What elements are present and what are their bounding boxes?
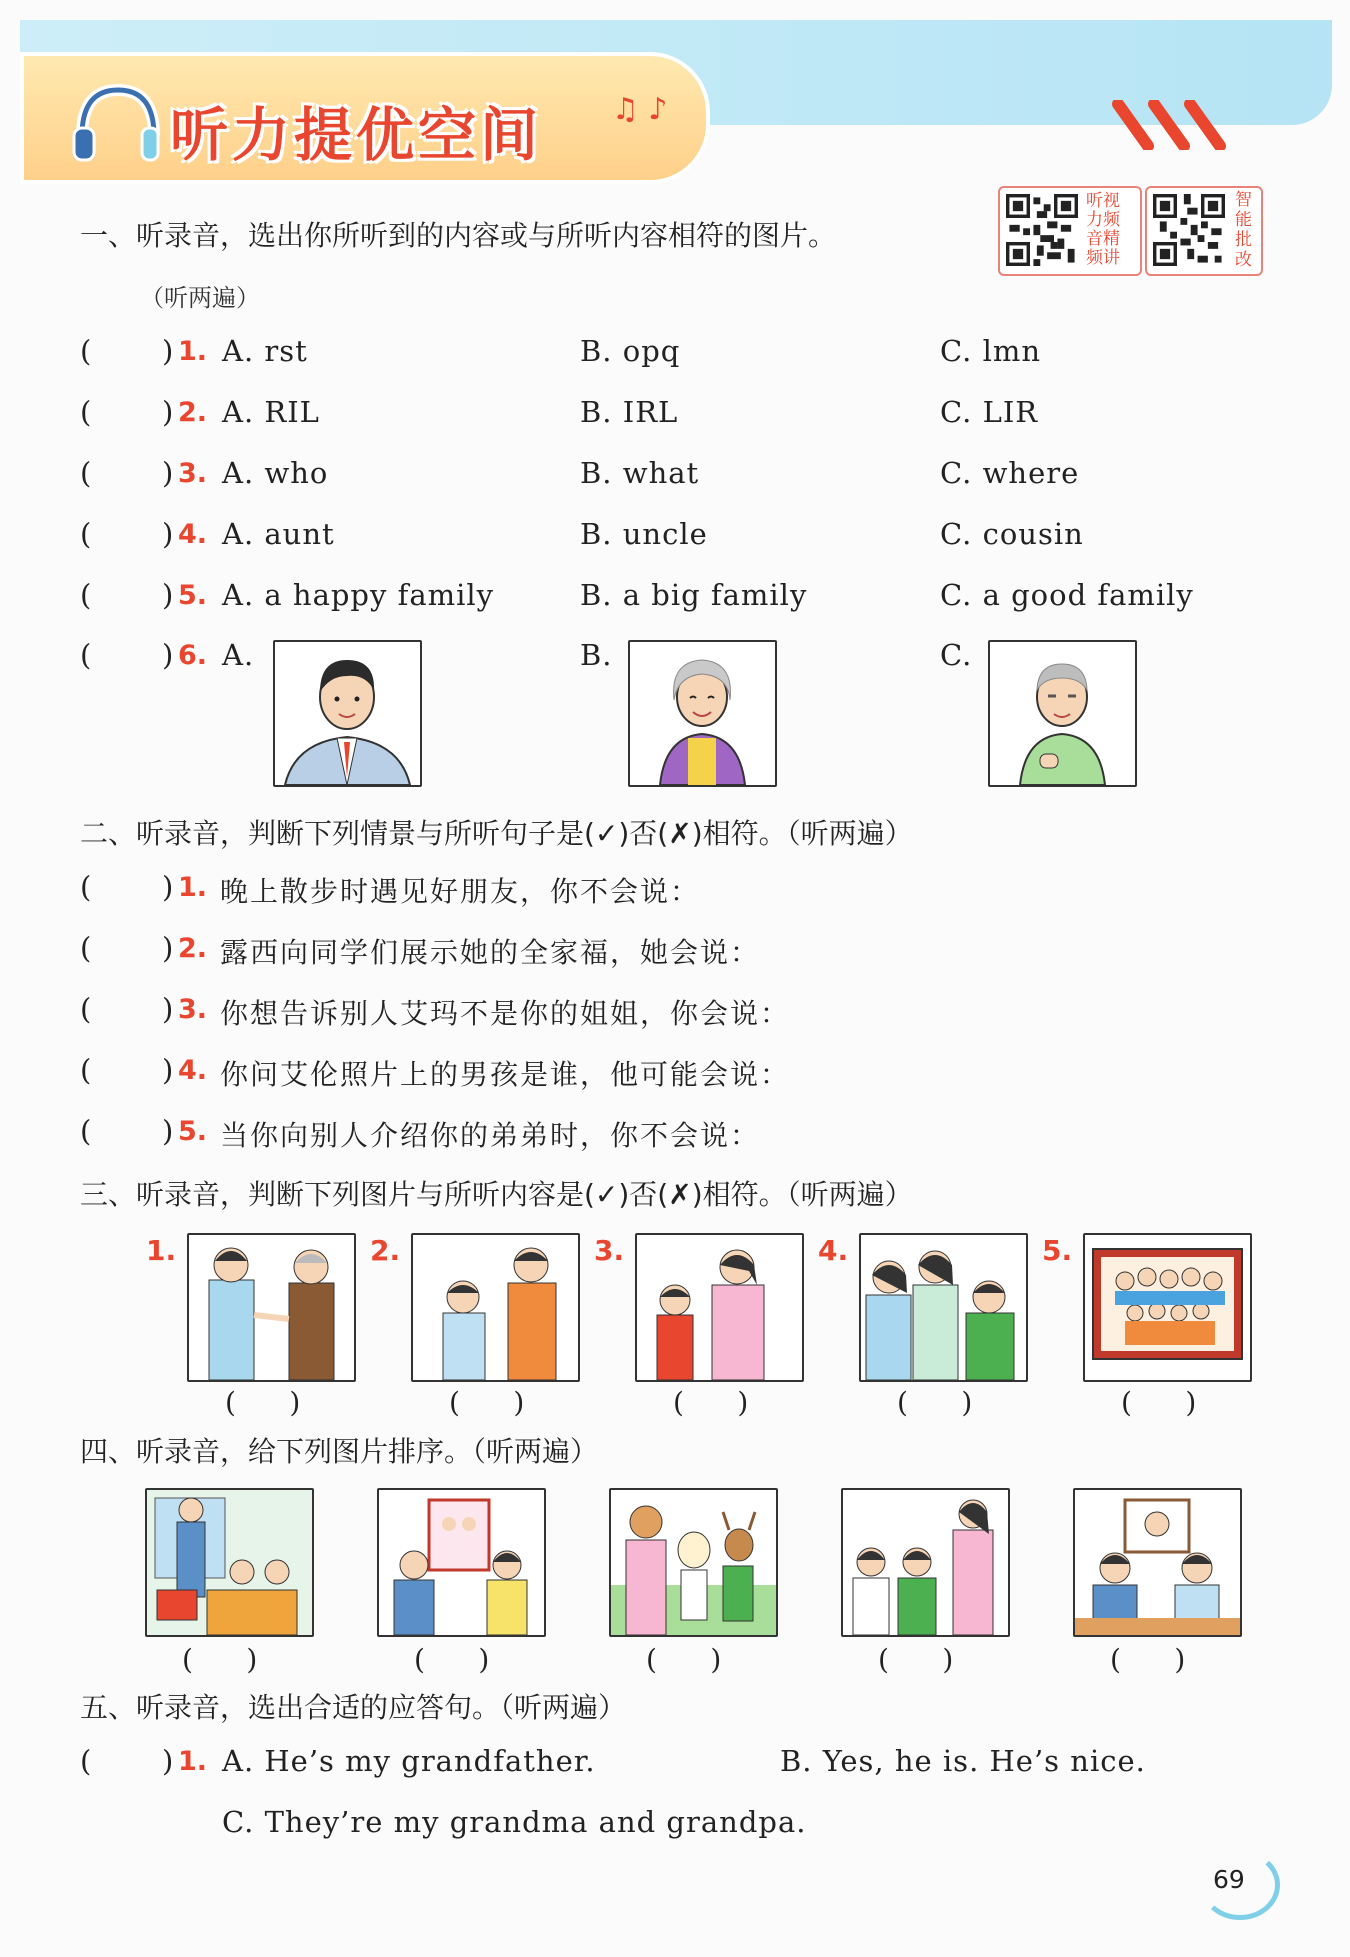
answer-paren-close[interactable]: ) bbox=[162, 1053, 174, 1087]
option-c[interactable]: C. cousin bbox=[940, 517, 1084, 551]
qr-label-line: 改 bbox=[1235, 250, 1252, 270]
s3-picture-5[interactable] bbox=[1083, 1233, 1252, 1382]
s5-question-1-line2 bbox=[80, 1805, 1280, 1845]
order-blank-2[interactable]: ( ) bbox=[414, 1643, 490, 1676]
answer-blank-3[interactable]: ( ) bbox=[673, 1386, 749, 1419]
option-c[interactable]: C. bbox=[940, 638, 973, 672]
picture-label-3: 3. bbox=[594, 1234, 625, 1267]
question-number: 5. bbox=[178, 1116, 208, 1147]
answer-paren-open[interactable]: ( bbox=[80, 870, 92, 904]
option-a[interactable]: A. bbox=[222, 638, 255, 672]
option-b[interactable]: B. Yes, he is. He’s nice. bbox=[780, 1744, 1146, 1778]
option-c[interactable]: C. They’re my grandma and grandpa. bbox=[222, 1805, 807, 1839]
option-b[interactable]: B. a big family bbox=[580, 578, 808, 612]
question-number: 3. bbox=[178, 994, 208, 1025]
answer-paren-close[interactable]: ) bbox=[162, 1744, 174, 1778]
s4-picture-5[interactable] bbox=[1073, 1488, 1242, 1637]
answer-paren-open[interactable]: ( bbox=[80, 517, 92, 551]
s3-picture-4[interactable] bbox=[859, 1233, 1028, 1382]
qr-label-1 bbox=[1086, 192, 1120, 268]
question-number: 1. bbox=[178, 1746, 208, 1777]
section1-note: （听两遍） bbox=[140, 284, 260, 312]
s5-question-1 bbox=[80, 1744, 1280, 1784]
page-number: 69 bbox=[1213, 1865, 1245, 1894]
question-number: 1. bbox=[178, 872, 208, 903]
answer-paren-open[interactable]: ( bbox=[80, 334, 92, 368]
option-c[interactable]: C. lmn bbox=[940, 334, 1042, 368]
answer-blank-4[interactable]: ( ) bbox=[897, 1386, 973, 1419]
qr-code-icon bbox=[1006, 194, 1078, 266]
s3-picture-3[interactable] bbox=[635, 1233, 804, 1382]
qr-label-line: 音精 bbox=[1086, 229, 1120, 249]
girls-and-woman-illustration bbox=[843, 1490, 1008, 1635]
answer-paren-close[interactable]: ) bbox=[162, 334, 174, 368]
question-number: 6. bbox=[178, 640, 208, 671]
answer-paren-close[interactable]: ) bbox=[162, 992, 174, 1026]
s4-picture-4[interactable] bbox=[841, 1488, 1010, 1637]
order-blank-1[interactable]: ( ) bbox=[182, 1643, 258, 1676]
answer-paren-close[interactable]: ) bbox=[162, 931, 174, 965]
s2-question-5 bbox=[80, 1114, 1280, 1154]
question-number: 3. bbox=[178, 458, 208, 489]
two-girls-illustration bbox=[637, 1235, 802, 1380]
option-c[interactable]: C. where bbox=[940, 456, 1080, 490]
option-a[interactable]: A. RIL bbox=[222, 395, 320, 429]
picture-label-1: 1. bbox=[146, 1234, 177, 1267]
answer-paren-open[interactable]: ( bbox=[80, 578, 92, 612]
option-b[interactable]: B. opq bbox=[580, 334, 681, 368]
s2-question-3 bbox=[80, 992, 1280, 1032]
option-b[interactable]: B. IRL bbox=[580, 395, 679, 429]
s4-picture-3[interactable] bbox=[609, 1488, 778, 1637]
section4-title: 四、听录音，给下列图片排序。（听两遍） bbox=[80, 1435, 599, 1468]
answer-paren-close[interactable]: ) bbox=[162, 395, 174, 429]
s2-question-2 bbox=[80, 931, 1280, 971]
question-number: 1. bbox=[178, 336, 208, 367]
s3-picture-1[interactable] bbox=[187, 1233, 356, 1382]
qr-label-line: 智 bbox=[1235, 190, 1252, 210]
s2-question-1 bbox=[80, 870, 1280, 910]
answer-paren-open[interactable]: ( bbox=[80, 931, 92, 965]
answer-paren-open[interactable]: ( bbox=[80, 992, 92, 1026]
option-a[interactable]: A. aunt bbox=[222, 517, 335, 551]
s1-question-4 bbox=[80, 517, 1280, 557]
boy-and-man-illustration bbox=[413, 1235, 578, 1380]
answer-paren-close[interactable]: ) bbox=[162, 578, 174, 612]
answer-blank-2[interactable]: ( ) bbox=[449, 1386, 525, 1419]
s1-question-2 bbox=[80, 395, 1280, 435]
qr-label-line: 力频 bbox=[1086, 210, 1120, 230]
answer-paren-close[interactable]: ) bbox=[162, 638, 174, 672]
picture-young-man[interactable] bbox=[273, 640, 422, 787]
music-note-icon: ♫ ♪ bbox=[612, 92, 668, 127]
question-number: 4. bbox=[178, 519, 208, 550]
picture-grandma[interactable] bbox=[628, 640, 777, 787]
answer-paren-close[interactable]: ) bbox=[162, 456, 174, 490]
animals-and-girl-illustration bbox=[611, 1490, 776, 1635]
question-number: 2. bbox=[178, 397, 208, 428]
boys-and-baby-photo-illustration bbox=[1075, 1490, 1240, 1635]
section3-title: 三、听录音，判断下列图片与所听内容是(✓)否(✗)相符。（听两遍） bbox=[80, 1178, 913, 1211]
kids-and-photo-illustration bbox=[379, 1490, 544, 1635]
question-number: 2. bbox=[178, 933, 208, 964]
question-number: 5. bbox=[178, 580, 208, 611]
qr-smart-grading[interactable] bbox=[1145, 186, 1263, 276]
question-text: 当你向别人介绍你的弟弟时，你不会说： bbox=[220, 1119, 761, 1152]
answer-paren-open[interactable]: ( bbox=[80, 456, 92, 490]
qr-label-line: 听视 bbox=[1086, 191, 1120, 211]
qr-video-lecture[interactable] bbox=[998, 186, 1142, 276]
answer-paren-open[interactable]: ( bbox=[80, 1744, 92, 1778]
option-b[interactable]: B. uncle bbox=[580, 517, 708, 551]
qr-label-line: 能 bbox=[1235, 210, 1252, 230]
order-blank-5[interactable]: ( ) bbox=[1110, 1643, 1186, 1676]
answer-paren-open[interactable]: ( bbox=[80, 1053, 92, 1087]
question-text: 你想告诉别人艾玛不是你的姐姐，你会说： bbox=[220, 997, 791, 1030]
option-c[interactable]: C. LIR bbox=[940, 395, 1039, 429]
grandpa-illustration bbox=[990, 642, 1135, 785]
family-living-room-illustration bbox=[147, 1490, 312, 1635]
picture-grandpa[interactable] bbox=[988, 640, 1137, 787]
option-a[interactable]: A. rst bbox=[222, 334, 308, 368]
answer-blank-5[interactable]: ( ) bbox=[1121, 1386, 1197, 1419]
picture-label-4: 4. bbox=[818, 1234, 849, 1267]
answer-paren-open[interactable]: ( bbox=[80, 395, 92, 429]
section5-title: 五、听录音，选出合适的应答句。（听两遍） bbox=[80, 1691, 627, 1724]
option-c[interactable]: C. a good family bbox=[940, 578, 1194, 612]
order-blank-3[interactable]: ( ) bbox=[646, 1643, 722, 1676]
question-text: 露西向同学们展示她的全家福，她会说： bbox=[220, 936, 761, 969]
two-men-illustration bbox=[189, 1235, 354, 1380]
option-a[interactable]: A. He’s my grandfather. bbox=[222, 1744, 596, 1778]
option-b[interactable]: B. what bbox=[580, 456, 700, 490]
question-number: 4. bbox=[178, 1055, 208, 1086]
picture-label-5: 5. bbox=[1042, 1234, 1073, 1267]
answer-blank-1[interactable]: ( ) bbox=[225, 1386, 301, 1419]
s1-question-3 bbox=[80, 456, 1280, 496]
answer-paren-close[interactable]: ) bbox=[162, 1114, 174, 1148]
three-people-illustration bbox=[861, 1235, 1026, 1380]
s1-question-1 bbox=[80, 334, 1280, 374]
headphone-icon bbox=[70, 78, 160, 168]
man-illustration bbox=[275, 642, 420, 785]
s2-question-4 bbox=[80, 1053, 1280, 1093]
question-text: 晚上散步时遇见好朋友，你不会说： bbox=[220, 875, 701, 908]
grandma-illustration bbox=[630, 642, 775, 785]
s3-picture-2[interactable] bbox=[411, 1233, 580, 1382]
answer-paren-close[interactable]: ) bbox=[162, 870, 174, 904]
option-a[interactable]: A. a happy family bbox=[222, 578, 495, 612]
question-text: 你问艾伦照片上的男孩是谁，他可能会说： bbox=[220, 1058, 791, 1091]
section2-title: 二、听录音，判断下列情景与所听句子是(✓)否(✗)相符。（听两遍） bbox=[80, 817, 913, 850]
s4-picture-1[interactable] bbox=[145, 1488, 314, 1637]
qr-label-2 bbox=[1235, 190, 1252, 270]
answer-paren-open[interactable]: ( bbox=[80, 1114, 92, 1148]
picture-label-2: 2. bbox=[370, 1234, 401, 1267]
s1-question-5 bbox=[80, 578, 1280, 618]
qr-label-line: 批 bbox=[1235, 230, 1252, 250]
answer-paren-open[interactable]: ( bbox=[80, 638, 92, 672]
decorative-stripes bbox=[1110, 100, 1230, 150]
page-title: 听力提优空间 bbox=[170, 101, 543, 169]
family-photo-illustration bbox=[1085, 1235, 1250, 1380]
section1-title: 一、听录音，选出你所听到的内容或与所听内容相符的图片。 bbox=[80, 219, 837, 252]
answer-paren-close[interactable]: ) bbox=[162, 517, 174, 551]
order-blank-4[interactable]: ( ) bbox=[878, 1643, 954, 1676]
qr-code-icon bbox=[1153, 194, 1225, 266]
option-b[interactable]: B. bbox=[580, 638, 613, 672]
qr-label-line: 频讲 bbox=[1086, 248, 1120, 268]
option-a[interactable]: A. who bbox=[222, 456, 329, 490]
s4-picture-2[interactable] bbox=[377, 1488, 546, 1637]
